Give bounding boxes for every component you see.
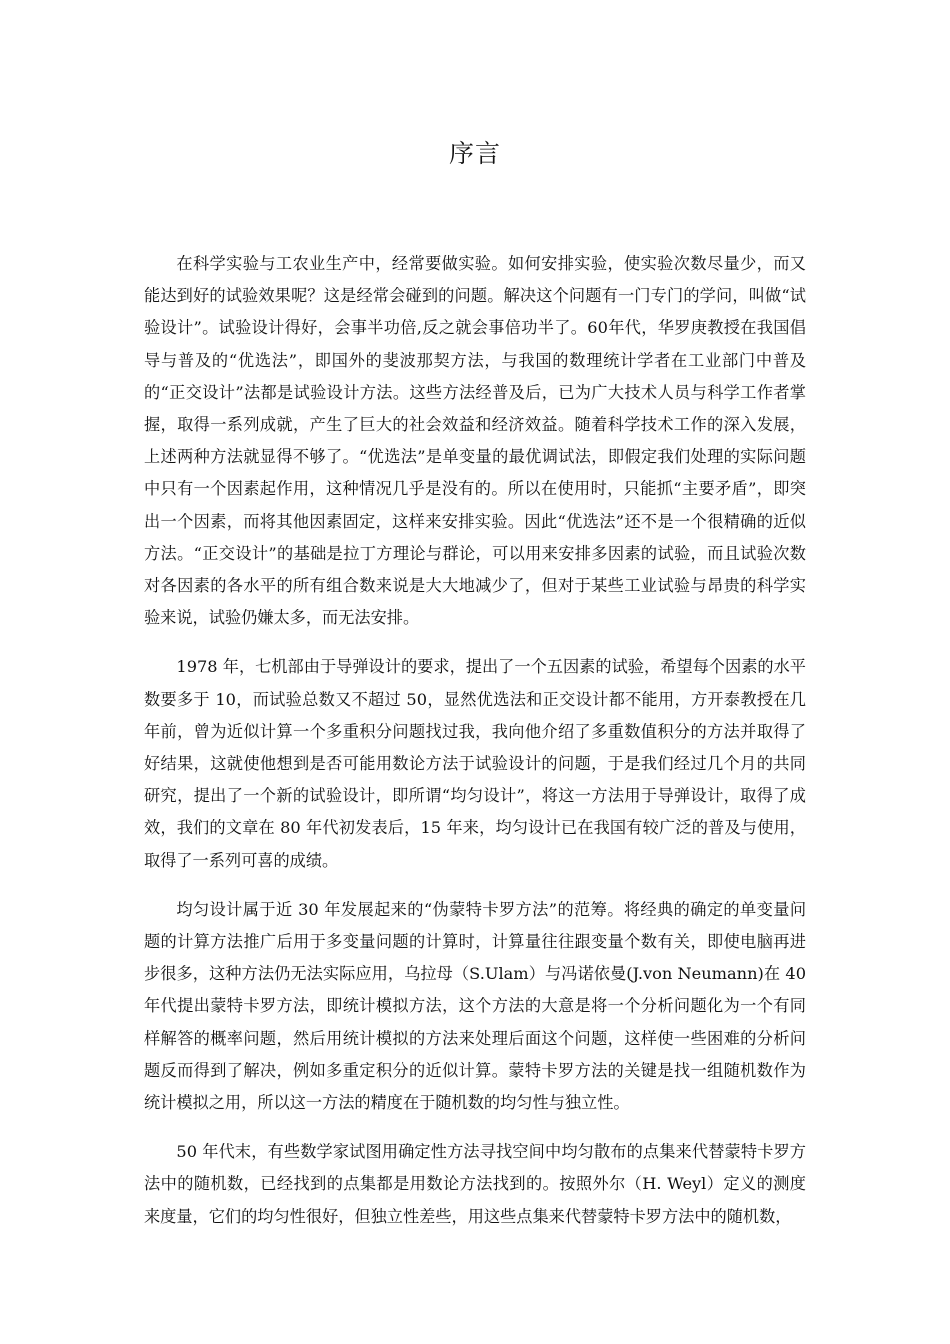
paragraph-2: 1978 年，七机部由于导弹设计的要求，提出了一个五因素的试验，希望每个因素的水平数要多于 10，而试验总数又不超过 50，显然优选法和正交设计都不能用，方开泰教授在几年前，曾为近似计算一个多重积分问题找过我，我向他介绍了多重数值积分的方法并取得了好结果，这就使他想到是否可能用数论方法于试验设计的问题，于是我们经过几个月的共同研究，提出了一个新的试验设计，即所谓“均匀设计”，将这一方法用于导弹设计，取得了成效，我们的文章在 80 年代初发表后，15 年来，均匀设计已在我国有较广泛的普及与使用，取得了一系列可喜的成绩。 [144,657,806,870]
paragraph-3: 均匀设计属于近 30 年发展起来的“伪蒙特卡罗方法”的范筹。将经典的确定的单变量问题的计算方法推广后用于多变量问题的计算时，计算量往往跟变量个数有关，即使电脑再进步很多，这种方法仍无法实际应用，乌拉母（S.Ulam）与冯诺依曼(J.von Neumann)在 40 年代提出蒙特卡罗方法，即统计模拟方法，这个方法的大意是将一个分析问题化为一个有同样解答的概率问题，然后用统计模拟的方法来处理后面这个问题，这样使一些困难的分析问题反而得到了解决，例如多重定积分的近似计算。蒙特卡罗方法的关键是找一组随机数作为统计模拟之用，所以这一方法的精度在于随机数的均匀性与独立性。 [144,899,806,1113]
paragraph-4: 50 年代末，有些数学家试图用确定性方法寻找空间中均匀散布的点集来代替蒙特卡罗方法中的随机数，已经找到的点集都是用数论方法找到的。按照外尔（H. Weyl）定义的测度来度量，它们的均匀性很好，但独立性差些，用这些点集来代替蒙特卡罗方法中的随机数， [144,1142,806,1226]
page-title: 序言 [448,139,501,168]
paragraph-1: 在科学实验与工农业生产中，经常要做实验。如何安排实验，使实验次数尽量少，而又能达到好的试验效果呢？这是经常会碰到的问题。解决这个问题有一门专门的学问，叫做“试验设计”。试验设计得好，会事半功倍,反之就会事倍功半了。60年代，华罗庚教授在我国倡导与普及的“优选法”，即国外的斐波那契方法，与我国的数理统计学者在工业部门中普及的“正交设计”法都是试验设计方法。这些方法经普及后，已为广大技术人员与科学工作者掌握，取得一系列成就，产生了巨大的社会效益和经济效益。随着科学技术工作的深入发展，上述两种方法就显得不够了。“优选法”是单变量的最优调试法，即假定我们处理的实际问题中只有一个因素起作用，这种情况几乎是没有的。所以在使用时，只能抓“主要矛盾”，即突出一个因素，而将其他因素固定，这样来安排实验。因此“优选法”还不是一个很精确的近似方法。“正交设计”的基础是拉丁方理论与群论，可以用来安排多因素的试验，而且试验次数对各因素的各水平的所有组合数来说是大大地减少了，但对于某些工业试验与昂贵的科学实验来说，试验仍嫌太多，而无法安排。 [144,254,806,628]
document-body [144,248,806,1250]
